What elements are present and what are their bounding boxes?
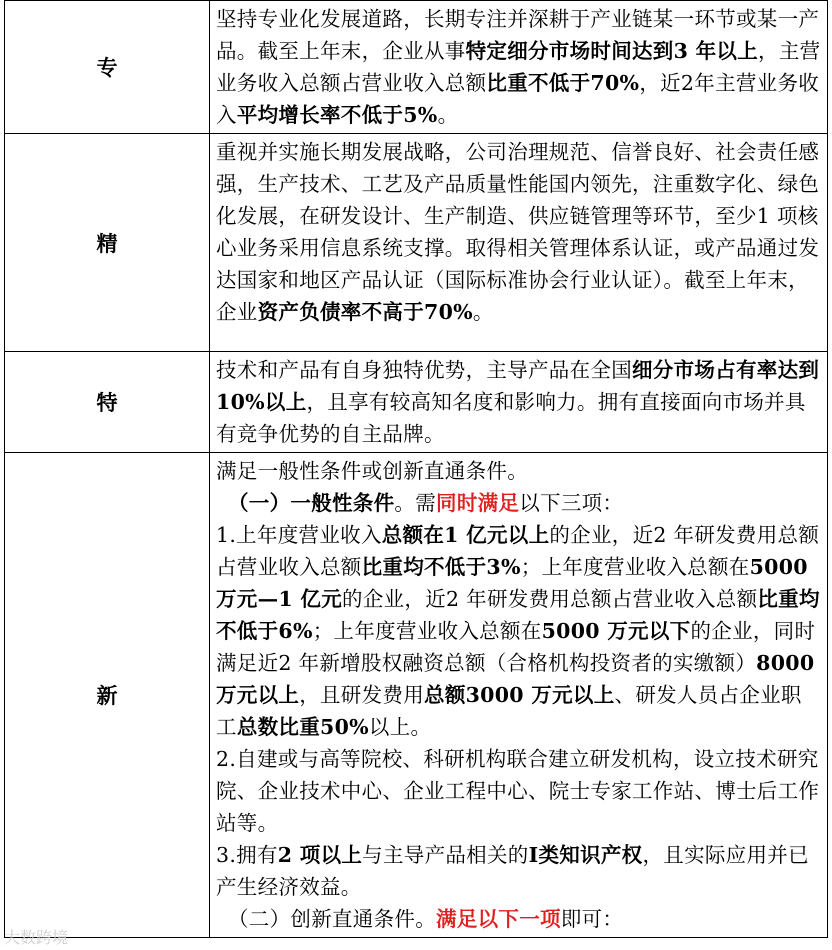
text-run: 3.拥有 [216, 843, 278, 867]
text-run: 的企业，近2 年研发费用总额占营业收入总额 [216, 523, 820, 579]
bold-text: 总额在1 亿元以上 [381, 523, 550, 547]
text-run: 即可： [560, 907, 624, 931]
bold-text: 特定细分市场时间达到3 年以上 [465, 39, 759, 63]
bold-text: I类知识产权 [528, 843, 643, 867]
bold-text: 5000 万元以下 [541, 619, 691, 643]
text-run: 。 [472, 300, 494, 324]
text-run: ，主营业务收入总额占营业收入总额 [216, 39, 821, 95]
bold-text: 比重不低于70% [486, 71, 640, 95]
row-content [210, 453, 828, 938]
text-run: 1.上年度营业收入 [216, 523, 382, 547]
table-row-jing [5, 134, 828, 352]
bold-text: 5000 万元—1 亿元 [216, 555, 808, 611]
row-label: 特 [5, 352, 210, 453]
table-row-zhuan [5, 1, 828, 134]
bold-text: 8000 万元以上 [216, 651, 815, 707]
text-run: 的企业，近2 年研发费用总额占营业收入总额 [342, 587, 758, 611]
content-paragraph [216, 839, 821, 903]
row-content [210, 352, 828, 453]
content-paragraph [216, 455, 821, 487]
row-content [210, 134, 828, 352]
content-paragraph [216, 136, 821, 328]
bold-text: 总数比重50% [236, 715, 369, 739]
text-run: 与主导产品相关的 [362, 843, 529, 867]
text-run: 的企业，同时满足近2 年新增股权融资总额（合格机构投资者的实缴额） [216, 619, 816, 675]
text-run: 、研发人员占企业职工 [216, 683, 802, 739]
text-run: 2.自建或与高等院校、科研机构联合建立研发机构，设立技术研究院、企业技术中心、企业工程中心、院士专家工作站、博士后工作站等。 [216, 747, 820, 835]
text-run: 满足一般性条件或创新直通条件。 [216, 459, 528, 483]
content-paragraph [216, 903, 821, 935]
criteria-table [4, 0, 828, 938]
bold-text: （一）一般性条件 [228, 491, 395, 515]
bold-text: 总额3000 万元以上 [424, 683, 615, 707]
bold-text: 资产负债率不高于70% [257, 300, 473, 324]
bold-text: 比重均不低于6% [216, 587, 820, 643]
bold-text: 2 项以上 [277, 843, 363, 867]
highlight-text: 同时满足 [436, 491, 520, 515]
row-content [210, 1, 828, 134]
content-paragraph [216, 487, 821, 519]
text-run: ；上年度营业收入总额在 [520, 555, 750, 579]
table-row-xin [5, 453, 828, 938]
text-run: 以上。 [368, 715, 432, 739]
row-label: 精 [5, 134, 210, 352]
bold-text: 比重均不低于3% [361, 555, 521, 579]
row-label: 专 [5, 1, 210, 134]
table-row-te [5, 352, 828, 453]
text-run: ，且享有较高知名度和影响力。拥有直接面向市场并具有竞争优势的自主品牌。 [216, 390, 806, 446]
text-run: 坚持专业化发展道路，长期专注并深耕于产业链某一环节或某一产品。截至上年末，企业从事 [216, 7, 820, 63]
text-run: 。需 [394, 491, 437, 515]
content-paragraph [216, 743, 821, 839]
content-paragraph [216, 519, 821, 743]
content-paragraph [216, 354, 821, 450]
content-paragraph [216, 3, 821, 131]
row-label: 新 [5, 453, 210, 938]
bold-text: 细分市场占有率达到10%以上 [216, 358, 820, 414]
text-run: 以下三项： [519, 491, 624, 515]
text-run: （二）创新直通条件。 [228, 907, 436, 931]
highlight-text: 满足以下一项 [436, 907, 561, 931]
text-run: ，且研发费用 [299, 683, 425, 707]
text-run: ，近2年主营业务收入 [216, 71, 820, 127]
text-run: ，且实际应用并已产生经济效益。 [216, 843, 809, 899]
text-run: ；上年度营业收入总额在 [312, 619, 542, 643]
text-run: 重视并实施长期发展战略，公司治理规范、信誉良好、社会责任感强，生产技术、工艺及产品质量性能国内领先，注重数字化、绿色化发展，在研发设计、生产制造、供应链管理等环节，至少1 项核心业务采用信息系统支撑。取得相关管理体系认证，或产品通过发达国家和地区产品认证（国际标准协会行业认证）。截至上年末，企业 [216, 140, 820, 324]
text-run: 技术和产品有自身独特优势，主导产品在全国 [216, 358, 632, 382]
bold-text: 平均增长率不低于5% [236, 103, 438, 127]
text-run: 。 [437, 103, 459, 127]
watermark-logo: 大数跨境 [4, 928, 69, 947]
